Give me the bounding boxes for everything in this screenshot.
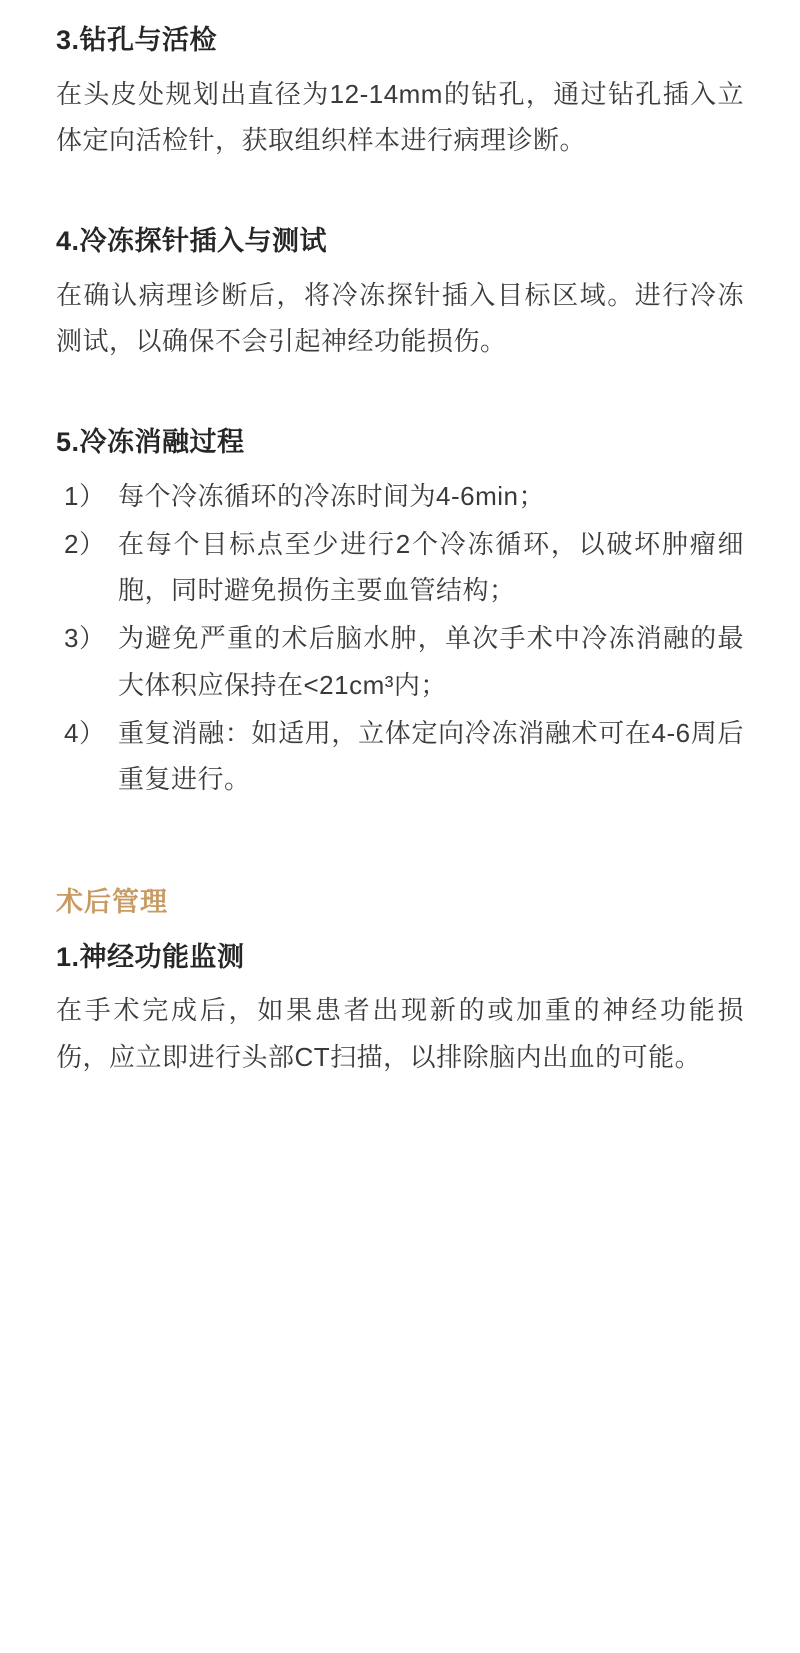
section-post-operative-management (56, 882, 744, 1080)
section-heading: 3.钻孔与活检 (56, 25, 218, 55)
list-item (56, 521, 744, 614)
post-op-heading: 1.神经功能监测 (56, 941, 245, 972)
list-item-text: 在每个目标点至少进行2个冷冻循环，以破坏肿瘤细胞，同时避免损伤主要血管结构； (118, 528, 744, 606)
list-item-marker: 3） (64, 623, 106, 654)
section-heading: 5.冷冻消融过程 (56, 427, 245, 458)
list-item (56, 710, 744, 803)
list-item-marker: 1） (64, 480, 106, 511)
list-item-text: 为避免严重的术后脑水肿，单次手术中冷冻消融的最大体积应保持在<21cm³内； (118, 623, 744, 700)
section-cryoablation-process (56, 422, 744, 802)
list-item-marker: 4） (64, 717, 106, 748)
section-spacer (56, 806, 744, 882)
section-spacer (56, 167, 744, 221)
section-paragraph: 在头皮处规划出直径为12-14mm的钻孔，通过钻孔插入立体定向活检针，获取组织样本进行病理诊断。 (56, 78, 744, 155)
post-op-paragraph: 在手术完成后，如果患者出现新的或加重的神经功能损伤，应立即进行头部CT扫描，以排除脑内出血的可能。 (56, 995, 744, 1072)
list-item-text: 重复消融：如适用，立体定向冷冻消融术可在4-6周后重复进行。 (118, 717, 744, 795)
post-op-title: 术后管理 (56, 887, 168, 918)
cryoablation-step-list (56, 473, 744, 803)
list-item-marker: 2） (64, 528, 106, 559)
section-heading: 4.冷冻探针插入与测试 (56, 226, 328, 257)
list-item (56, 615, 744, 708)
section-drilling-biopsy (56, 20, 744, 163)
section-probe-insertion-test (56, 221, 744, 364)
section-paragraph: 在确认病理诊断后，将冷冻探针插入目标区域。进行冷冻测试，以确保不会引起神经功能损伤。 (56, 279, 744, 356)
section-spacer (56, 368, 744, 422)
list-item-text: 每个冷冻循环的冷冻时间为4-6min； (118, 480, 545, 511)
list-item (56, 473, 744, 519)
